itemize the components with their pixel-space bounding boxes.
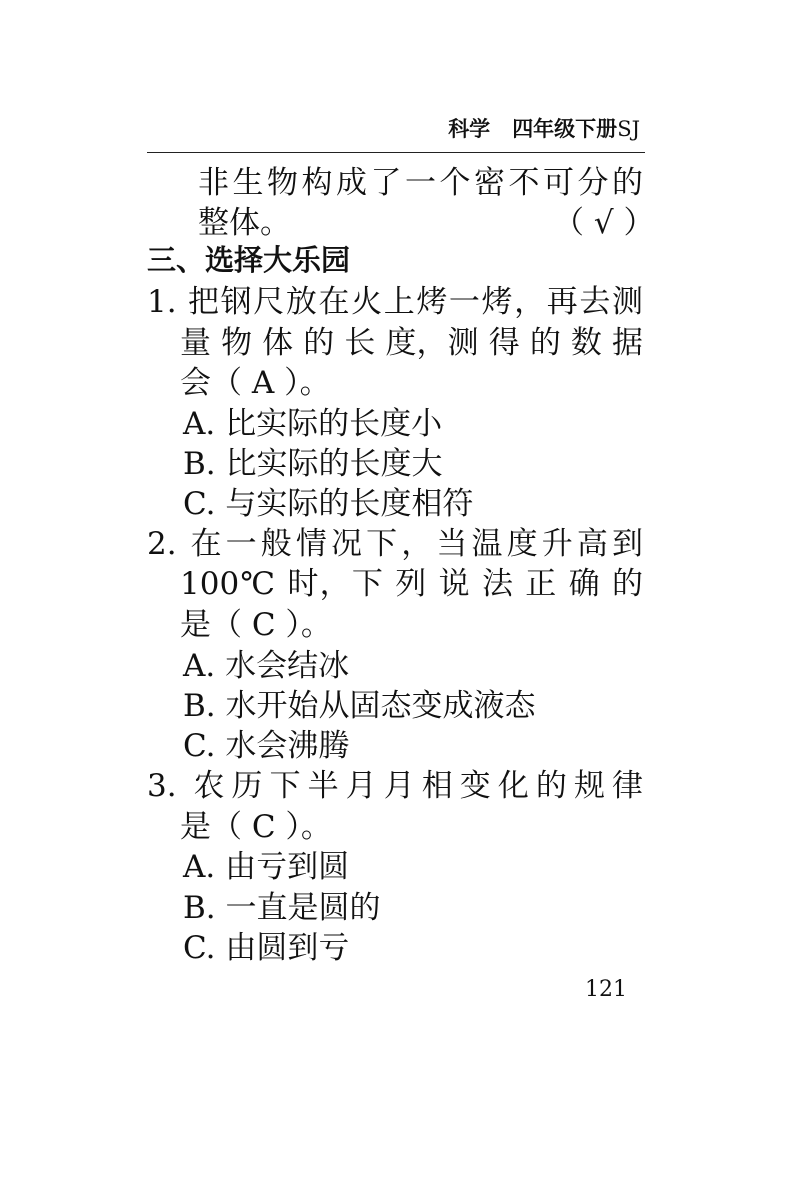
- question-2-option-c: C. 水会沸腾: [183, 728, 350, 764]
- question-2-option-b: B. 水开始从固态变成液态: [183, 688, 536, 724]
- question-1-option-c: C. 与实际的长度相符: [183, 486, 474, 522]
- question-2-line-2: 100℃ 时，下 列 说 法 正 确 的: [180, 566, 643, 602]
- page-number: 121: [585, 977, 627, 1002]
- question-2-line-3: 是（ C ）。: [180, 607, 332, 643]
- question-1-line-1: 1. 把钢尺放在火上烤一烤，再去测: [147, 284, 643, 320]
- judgement-mark: （ √ ）: [553, 205, 655, 241]
- question-3-option-a: A. 由亏到圆: [183, 849, 350, 885]
- question-3-line-2: 是（ C ）。: [180, 809, 332, 845]
- question-3-line-1: 3. 农历下半月月相变化的规律: [147, 768, 643, 804]
- header-grade: 四年级下册: [512, 117, 618, 141]
- question-3-option-b: B. 一直是圆的: [183, 890, 381, 926]
- header-rule: [147, 152, 645, 153]
- section-title: 三、选择大乐园: [147, 243, 351, 277]
- question-2-line-1: 2. 在一般情况下，当温度升高到: [147, 526, 643, 562]
- header-edition: SJ: [617, 117, 640, 141]
- continued-statement-line: 非生物构成了一个密不可分的: [198, 165, 643, 201]
- question-1-line-2: 量 物 体 的 长 度，测 得 的 数 据: [180, 325, 643, 361]
- question-3-option-c: C. 由圆到亏: [183, 930, 350, 966]
- continued-statement-end: 整体。: [198, 205, 291, 241]
- question-1-option-a: A. 比实际的长度小: [183, 406, 443, 442]
- question-1-line-3: 会（ A ）。: [180, 365, 331, 401]
- question-2-option-a: A. 水会结冰: [183, 648, 350, 684]
- running-header: [448, 113, 640, 143]
- header-subject: 科学: [448, 117, 491, 141]
- question-1-option-b: B. 比实际的长度大: [183, 446, 443, 482]
